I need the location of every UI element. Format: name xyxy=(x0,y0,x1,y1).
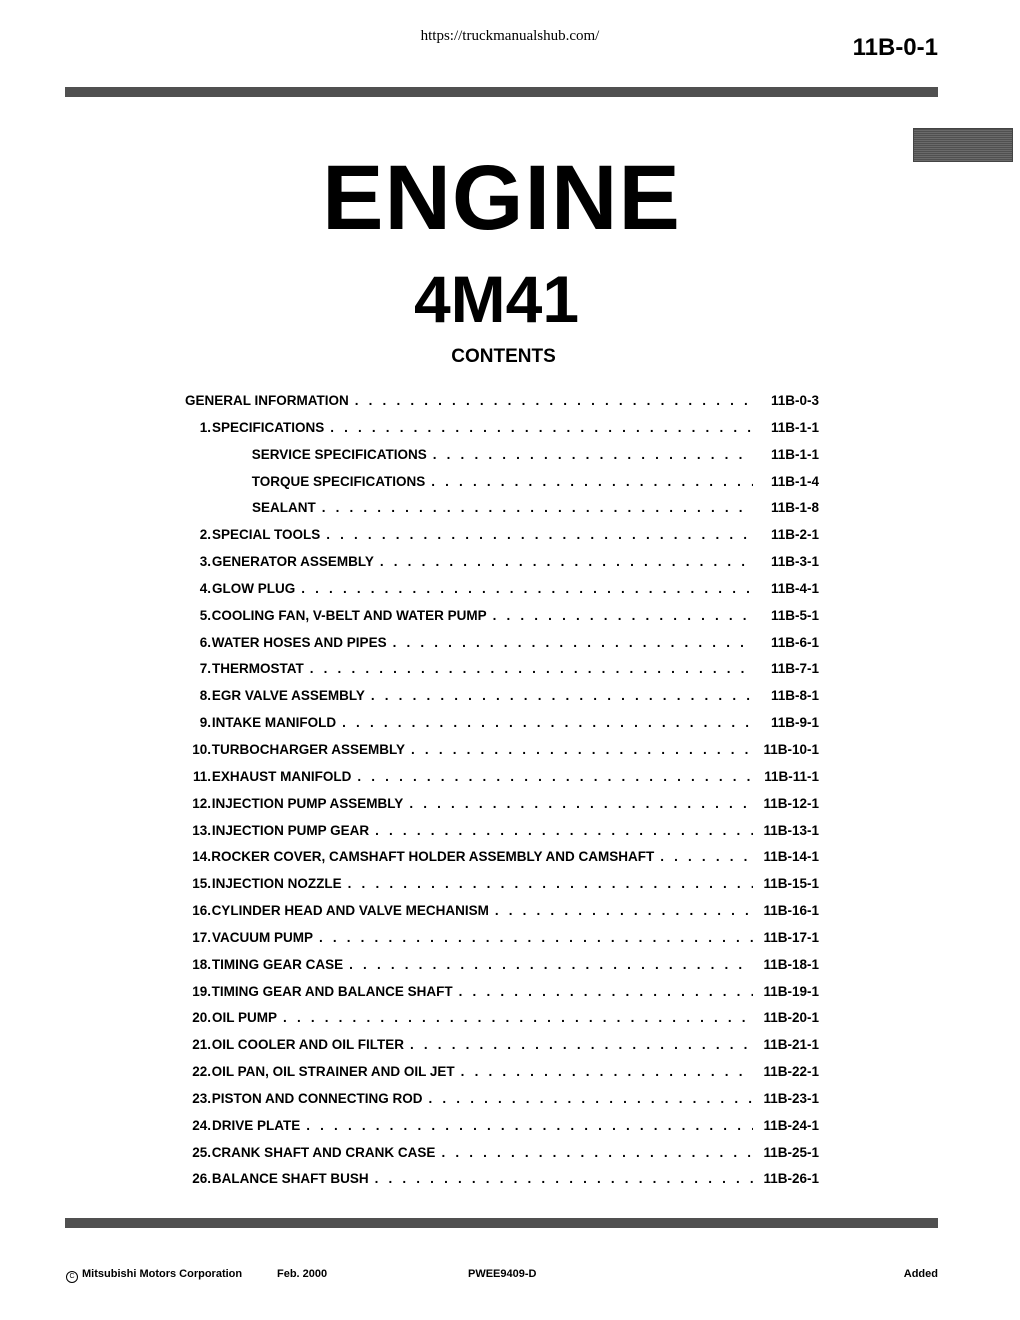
engine-model: 4M41 xyxy=(413,262,580,336)
toc-entry-number: 1. xyxy=(199,419,211,435)
toc-entry-number: 17. xyxy=(192,929,211,945)
toc-leader-dots xyxy=(349,952,753,979)
source-url[interactable]: https://truckmanualshub.com/ xyxy=(420,28,600,44)
toc-entry-page: 11B-10-1 xyxy=(763,741,819,757)
toc-entry[interactable] xyxy=(185,1113,819,1140)
toc-leader-dots xyxy=(301,576,753,603)
toc-entry-number: 16. xyxy=(192,903,211,919)
toc-entry[interactable] xyxy=(185,1032,819,1059)
toc-entry-label: WATER HOSES AND PIPES xyxy=(211,634,387,650)
toc-entry-number: 13. xyxy=(192,822,211,838)
table-of-contents xyxy=(185,388,819,1193)
toc-entry[interactable] xyxy=(185,576,819,603)
toc-entry-label: EXHAUST MANIFOLD xyxy=(211,768,352,784)
toc-entry-label: GENERATOR ASSEMBLY xyxy=(211,554,374,570)
toc-leader-dots xyxy=(428,1086,753,1113)
footer-company: Mitsubishi Motors Corporation xyxy=(82,1268,243,1280)
toc-leader-dots xyxy=(493,603,753,630)
contents-heading: CONTENTS xyxy=(451,346,556,367)
toc-entry-page: 11B-19-1 xyxy=(763,983,819,999)
toc-leader-dots xyxy=(393,630,753,657)
toc-entry[interactable] xyxy=(185,1140,819,1167)
toc-entry[interactable] xyxy=(185,898,819,925)
toc-entry-label: TIMING GEAR AND BALANCE SHAFT xyxy=(211,983,453,999)
toc-entry[interactable] xyxy=(185,630,819,657)
toc-leader-dots xyxy=(355,388,753,415)
toc-entry-number: 24. xyxy=(192,1117,211,1133)
toc-entry-page: 11B-4-1 xyxy=(770,580,819,596)
toc-entry[interactable] xyxy=(185,388,819,415)
toc-entry-page: 11B-1-1 xyxy=(770,419,819,435)
toc-entry-page: 11B-3-1 xyxy=(770,554,819,570)
toc-leader-dots xyxy=(371,683,753,710)
toc-entry-label: SPECIAL TOOLS xyxy=(211,527,321,543)
toc-leader-dots xyxy=(283,1005,753,1032)
toc-entry-page: 11B-12-1 xyxy=(763,795,819,811)
toc-entry[interactable] xyxy=(185,1166,819,1193)
toc-entry-label: SPECIFICATIONS xyxy=(211,419,325,435)
toc-entry-page: 11B-23-1 xyxy=(763,1090,819,1106)
toc-entry-page: 11B-20-1 xyxy=(763,1010,819,1026)
toc-entry-page: 11B-24-1 xyxy=(763,1117,819,1133)
toc-leader-dots xyxy=(357,764,753,791)
toc-entry[interactable] xyxy=(185,1059,819,1086)
toc-entry-label: CYLINDER HEAD AND VALVE MECHANISM xyxy=(211,903,489,919)
toc-entry-number: 20. xyxy=(192,1010,211,1026)
footer-doc-code: PWEE9409-D xyxy=(468,1268,537,1280)
toc-entry-number: 10. xyxy=(192,741,211,757)
toc-entry[interactable] xyxy=(185,549,819,576)
toc-entry[interactable] xyxy=(185,442,819,469)
toc-entry-page: 11B-7-1 xyxy=(770,661,819,677)
toc-entry-label: EGR VALVE ASSEMBLY xyxy=(211,688,365,704)
toc-entry[interactable] xyxy=(185,844,819,871)
toc-entry-number: 2. xyxy=(199,527,211,543)
toc-entry-page: 11B-1-8 xyxy=(770,500,819,516)
toc-entry[interactable] xyxy=(185,737,819,764)
toc-entry-number: 14. xyxy=(192,849,211,865)
toc-leader-dots xyxy=(459,979,753,1006)
header-rule xyxy=(65,87,938,97)
toc-entry[interactable] xyxy=(185,522,819,549)
footer-date: Feb. 2000 xyxy=(277,1268,328,1280)
toc-entry[interactable] xyxy=(185,495,819,522)
toc-entry[interactable] xyxy=(185,818,819,845)
toc-entry-page: 11B-1-1 xyxy=(770,446,819,462)
toc-entry-page: 11B-15-1 xyxy=(763,876,819,892)
toc-entry-page: 11B-26-1 xyxy=(763,1171,819,1187)
toc-entry[interactable] xyxy=(185,469,819,496)
toc-leader-dots xyxy=(342,710,753,737)
toc-entry-label: GENERAL INFORMATION xyxy=(185,393,349,408)
toc-leader-dots xyxy=(306,1113,753,1140)
toc-entry-label: THERMOSTAT xyxy=(211,661,304,677)
footer-rule xyxy=(65,1218,938,1228)
toc-entry-label: INJECTION PUMP GEAR xyxy=(211,822,370,838)
toc-entry[interactable] xyxy=(185,710,819,737)
toc-entry[interactable] xyxy=(185,791,819,818)
toc-entry-number: 25. xyxy=(192,1144,211,1160)
toc-entry-label: INJECTION PUMP ASSEMBLY xyxy=(211,795,404,811)
toc-entry-number: 22. xyxy=(192,1064,211,1080)
toc-entry-page: 11B-21-1 xyxy=(763,1037,819,1053)
toc-entry-page: 11B-1-4 xyxy=(770,473,819,489)
toc-leader-dots xyxy=(319,925,753,952)
toc-entry-number: 12. xyxy=(192,795,211,811)
toc-leader-dots xyxy=(660,844,753,871)
toc-entry-label: SEALANT xyxy=(251,500,316,516)
toc-entry-number: 26. xyxy=(192,1171,211,1187)
toc-entry-label: VACUUM PUMP xyxy=(211,929,313,945)
toc-entry-label: TURBOCHARGER ASSEMBLY xyxy=(211,741,406,757)
toc-entry-label: SERVICE SPECIFICATIONS xyxy=(251,446,427,462)
toc-entry-number: 21. xyxy=(192,1037,211,1053)
toc-leader-dots xyxy=(409,791,753,818)
toc-leader-dots xyxy=(322,495,753,522)
toc-leader-dots xyxy=(380,549,753,576)
toc-leader-dots xyxy=(411,737,753,764)
toc-entry-label: OIL PAN, OIL STRAINER AND OIL JET xyxy=(211,1064,455,1080)
toc-entry-number: 5. xyxy=(199,607,211,623)
toc-entry-label: INTAKE MANIFOLD xyxy=(211,715,337,731)
toc-entry-number: 8. xyxy=(199,688,211,704)
toc-entry-number: 19. xyxy=(192,983,211,999)
toc-entry[interactable] xyxy=(185,764,819,791)
toc-entry-page: 11B-17-1 xyxy=(763,929,819,945)
toc-entry-number: 7. xyxy=(199,661,211,677)
toc-leader-dots xyxy=(433,442,753,469)
toc-leader-dots xyxy=(461,1059,753,1086)
toc-entry-number: 4. xyxy=(199,580,211,596)
toc-entry-label: PISTON AND CONNECTING ROD xyxy=(211,1090,423,1106)
toc-leader-dots xyxy=(348,871,753,898)
toc-entry-label: COOLING FAN, V-BELT AND WATER PUMP xyxy=(211,607,487,623)
footer-status: Added xyxy=(903,1268,938,1280)
toc-entry-page: 11B-6-1 xyxy=(770,634,819,650)
toc-entry[interactable] xyxy=(185,952,819,979)
page-title: ENGINE xyxy=(322,147,681,249)
toc-entry-page: 11B-22-1 xyxy=(763,1064,819,1080)
toc-entry-label: TIMING GEAR CASE xyxy=(211,956,344,972)
toc-entry-label: GLOW PLUG xyxy=(212,580,296,596)
toc-entry[interactable] xyxy=(185,871,819,898)
toc-entry-page: 11B-2-1 xyxy=(770,527,819,543)
toc-leader-dots xyxy=(431,469,753,496)
toc-entry-label: DRIVE PLATE xyxy=(211,1117,301,1133)
toc-entry-page: 11B-13-1 xyxy=(763,822,819,838)
toc-entry-number: 15. xyxy=(192,876,211,892)
toc-entry-label: ROCKER COVER, CAMSHAFT HOLDER ASSEMBLY AND CAMSHAFT xyxy=(211,849,655,865)
toc-entry-page: 11B-11-1 xyxy=(764,768,819,784)
toc-entry[interactable] xyxy=(185,683,819,710)
toc-leader-dots xyxy=(310,656,753,683)
toc-entry-number: 18. xyxy=(192,956,211,972)
toc-leader-dots xyxy=(375,1166,753,1193)
toc-entry-number: 23. xyxy=(192,1090,211,1106)
toc-entry-page: 11B-0-3 xyxy=(770,393,819,408)
toc-entry-label: OIL PUMP xyxy=(212,1010,278,1026)
toc-entry-label: TORQUE SPECIFICATIONS xyxy=(251,473,426,489)
toc-entry-page: 11B-9-1 xyxy=(770,715,819,731)
toc-entry[interactable] xyxy=(185,603,819,630)
toc-leader-dots xyxy=(441,1140,753,1167)
toc-entry-label: INJECTION NOZZLE xyxy=(211,876,342,892)
toc-entry-number: 9. xyxy=(199,715,211,731)
toc-entry[interactable] xyxy=(185,1005,819,1032)
toc-entry-page: 11B-14-1 xyxy=(763,849,819,865)
toc-entry-label: OIL COOLER AND OIL FILTER xyxy=(211,1037,404,1053)
page-number: 11B-0-1 xyxy=(852,34,938,61)
toc-entry[interactable] xyxy=(185,1086,819,1113)
toc-leader-dots xyxy=(330,415,753,442)
toc-entry-label: BALANCE SHAFT BUSH xyxy=(211,1171,369,1187)
toc-entry-page: 11B-5-1 xyxy=(770,607,819,623)
toc-entry-page: 11B-25-1 xyxy=(763,1144,819,1160)
toc-entry-number: 3. xyxy=(199,554,211,570)
toc-leader-dots xyxy=(375,818,753,845)
toc-entry[interactable] xyxy=(185,656,819,683)
toc-entry[interactable] xyxy=(185,415,819,442)
toc-entry[interactable] xyxy=(185,979,819,1006)
copyright-icon: C xyxy=(66,1271,78,1283)
toc-entry-page: 11B-18-1 xyxy=(763,956,819,972)
toc-entry-page: 11B-8-1 xyxy=(770,688,819,704)
footer-copyright xyxy=(66,1268,242,1283)
toc-entry-number: 6. xyxy=(199,634,211,650)
toc-entry-page: 11B-16-1 xyxy=(763,903,819,919)
toc-entry-label: CRANK SHAFT AND CRANK CASE xyxy=(211,1144,436,1160)
toc-entry[interactable] xyxy=(185,925,819,952)
toc-entry-number: 11. xyxy=(192,768,211,784)
toc-leader-dots xyxy=(326,522,753,549)
toc-leader-dots xyxy=(410,1032,753,1059)
toc-leader-dots xyxy=(495,898,753,925)
